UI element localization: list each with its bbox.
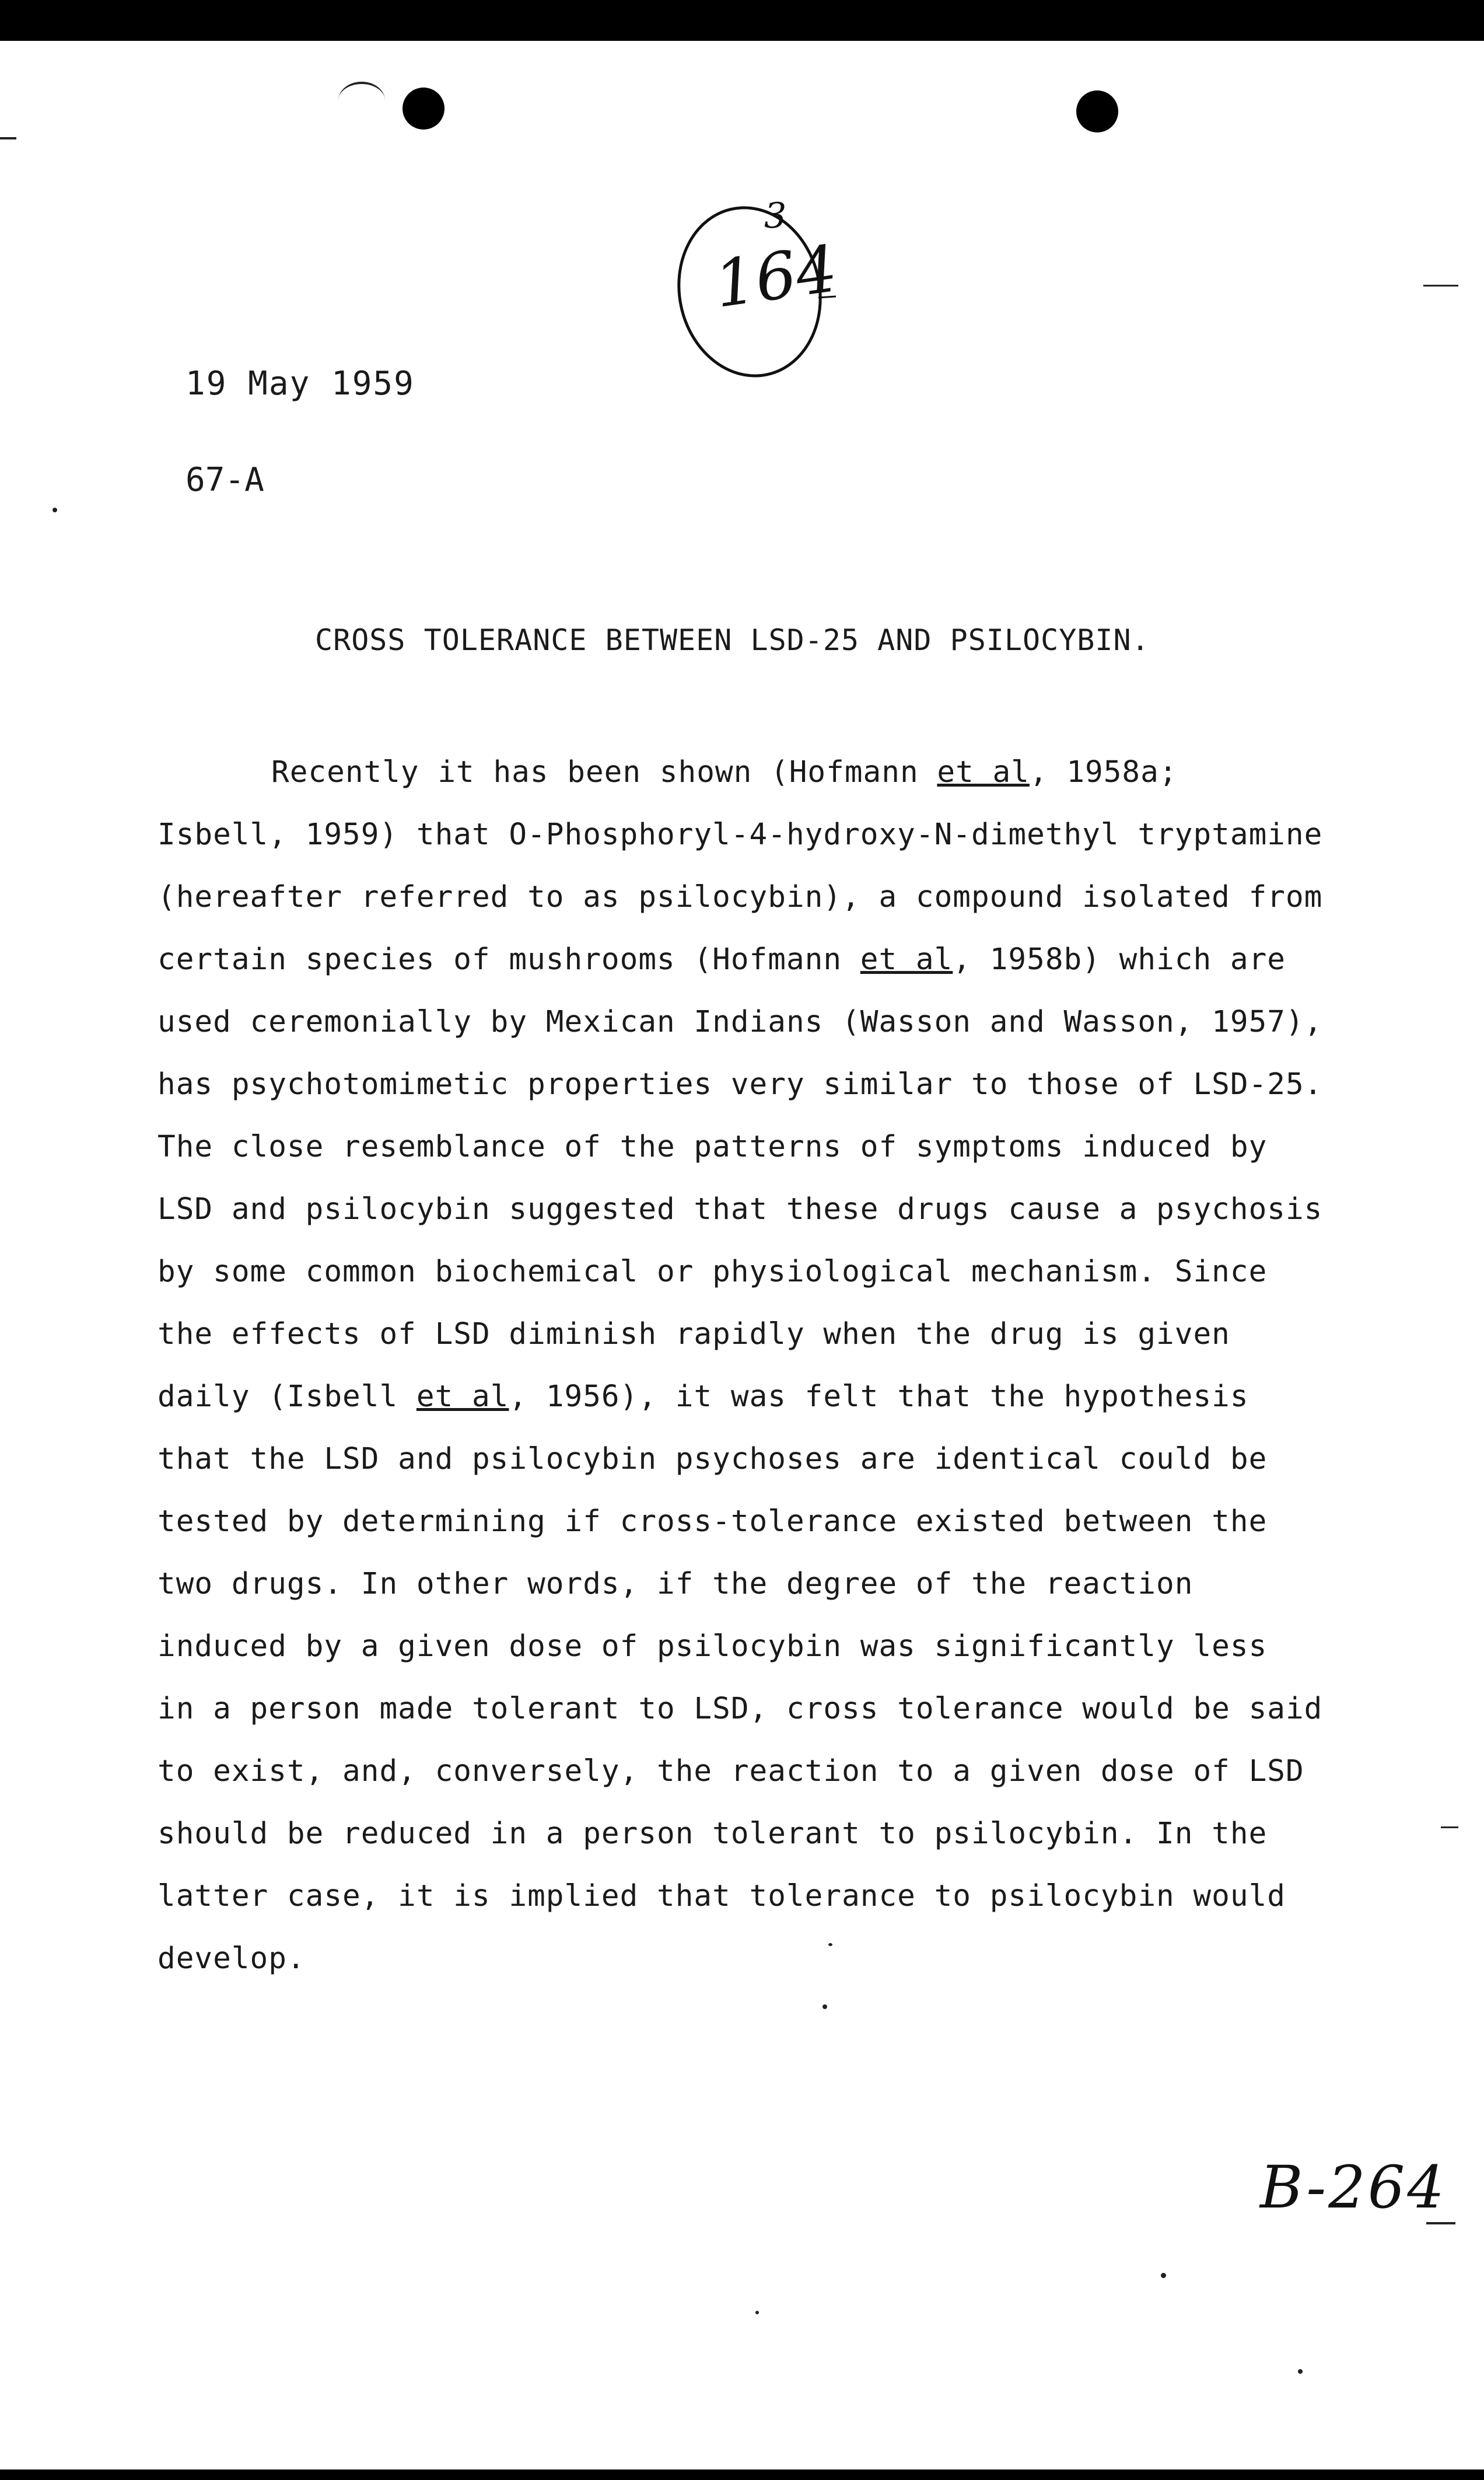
scan-speck [1161,2273,1166,2278]
body-text-segment: The close resemblance of the patterns of symptoms induced by [158,1130,1268,1164]
handwritten-reference: B-264 [1260,2153,1447,2221]
document-date: 19 May 1959 [186,365,415,403]
body-text-segment: , 1958a; [1029,755,1178,790]
body-line [158,1803,1371,1865]
body-text-segment: the effects of LSD diminish rapidly when the drug is given [158,1317,1230,1351]
punch-hole-right [1076,90,1118,132]
body-line [158,1116,1371,1178]
body-text-segment: daily (Isbell [158,1379,416,1414]
page-number-superscript: 3 [764,195,787,236]
body-text-segment: latter case, it is implied that tolerance to psilocybin would [158,1879,1286,1913]
body-text-segment: LSD and psilocybin suggested that these drugs cause a psychosis [158,1192,1323,1227]
body-line [158,741,1371,804]
body-text-segment: in a person made tolerant to LSD, cross tolerance would be said [158,1692,1323,1726]
body-text-segment: that the LSD and psilocybin psychoses are identical could be [158,1442,1268,1476]
margin-mark [1423,285,1458,287]
citation-et-al: et al [416,1379,509,1414]
body-line [158,1178,1371,1241]
body-line [158,1927,1371,1990]
body-line [158,866,1371,928]
body-text-segment: has psychotomimetic properties very similar to those of LSD-25. [158,1067,1323,1102]
body-line [158,928,1371,991]
body-text-segment: to exist, and, conversely, the reaction to a given dose of LSD [158,1754,1304,1789]
scan-speck [1298,2369,1303,2374]
scan-bottom-border [0,2469,1484,2480]
body-line [158,1740,1371,1803]
body-text-segment: two drugs. In other words, if the degree of the reaction [158,1567,1194,1601]
scan-speck [52,508,57,512]
body-line [158,1053,1371,1116]
body-line [158,1303,1371,1365]
citation-et-al: et al [937,755,1030,790]
punch-hole-mark [338,82,385,119]
body-text-segment: Recently it has been shown (Hofmann [271,755,937,790]
page-number: 164 [710,231,842,322]
document-reference: 67-A [186,461,264,499]
scan-speck [822,2004,827,2009]
body-text-segment: (hereafter referred to as psilocybin), a compound isolated from [158,880,1323,914]
body-text-segment: develop. [158,1941,306,1976]
body-line [158,1865,1371,1927]
margin-mark [1441,1826,1458,1828]
body-line [158,1365,1371,1428]
body-text-segment: induced by a given dose of psilocybin was significantly less [158,1629,1268,1664]
scan-speck [755,2311,759,2314]
body-paragraph [158,741,1371,1990]
scan-top-border [0,0,1484,41]
body-text-segment: used ceremonially by Mexican Indians (Wasson and Wasson, 1957), [158,1005,1323,1039]
body-text-segment: certain species of mushrooms (Hofmann [158,942,860,977]
citation-et-al: et al [860,942,953,977]
margin-mark [1426,2222,1455,2224]
body-text-segment: should be reduced in a person tolerant to psilocybin. In the [158,1817,1268,1851]
body-text-segment: , 1958b) which are [953,942,1286,977]
body-line [158,1553,1371,1615]
body-line [158,1678,1371,1740]
document-title: CROSS TOLERANCE BETWEEN LSD-25 AND PSILOCYBIN. [315,623,1150,657]
scan-speck [828,1943,832,1946]
body-line [158,1241,1371,1303]
body-line [158,991,1371,1053]
margin-mark [0,137,16,139]
punch-hole-left [402,88,444,130]
body-text-segment: by some common biochemical or physiological mechanism. Since [158,1255,1268,1289]
body-line [158,1428,1371,1490]
body-line [158,804,1371,866]
body-text-segment: , 1956), it was felt that the hypothesis [509,1379,1249,1414]
body-line [158,1490,1371,1553]
body-text-segment: tested by determining if cross-tolerance existed between the [158,1504,1268,1539]
body-text-segment: Isbell, 1959) that O-Phosphoryl-4-hydroxy-N-dimethyl tryptamine [158,818,1323,852]
body-line [158,1615,1371,1678]
